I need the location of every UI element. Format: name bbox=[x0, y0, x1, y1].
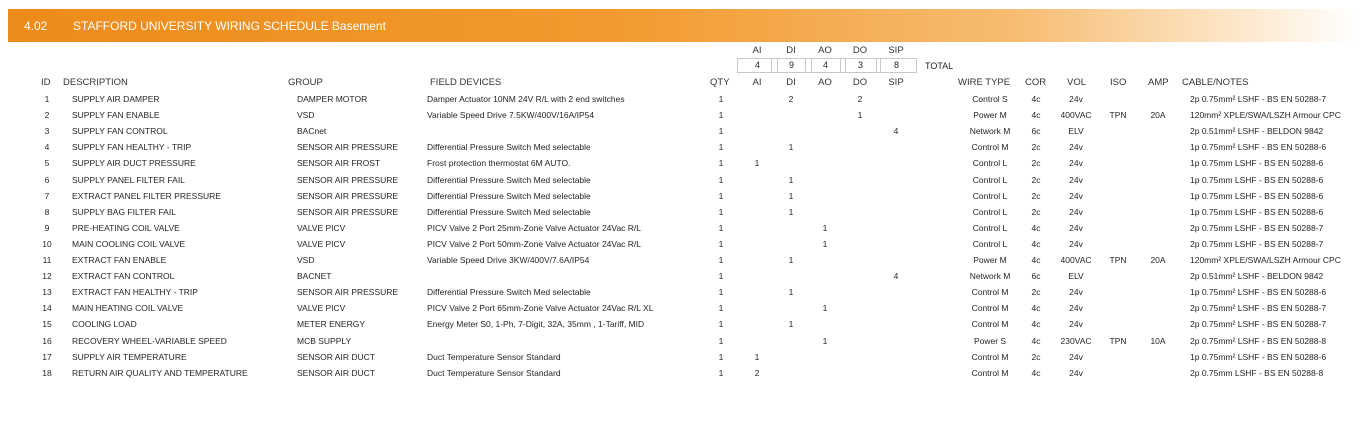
cell-vol: 24v bbox=[1069, 238, 1083, 249]
cell-group: VSD bbox=[297, 255, 315, 265]
cell-cor: 4c bbox=[1031, 319, 1041, 330]
cell-description: RECOVERY WHEEL-VARIABLE SPEED bbox=[72, 335, 227, 346]
cell-qty: 1 bbox=[718, 238, 724, 249]
cell-cor: 4c bbox=[1031, 303, 1041, 314]
cell-description: PRE-HEATING COIL VALVE bbox=[72, 222, 180, 233]
cell-id: 11 bbox=[42, 255, 52, 265]
cell-vol: 24v bbox=[1069, 319, 1083, 330]
cell-sip: 4 bbox=[893, 126, 899, 137]
cell-description: EXTRACT FAN ENABLE bbox=[72, 255, 167, 265]
cell-id: 6 bbox=[44, 174, 50, 185]
cell-cable: 1p 0.75mm LSHF - BS EN 50288-6 bbox=[1190, 174, 1324, 185]
cell-vol: 400VAC bbox=[1060, 255, 1092, 265]
cell-vol: 24v bbox=[1069, 351, 1083, 362]
table-row bbox=[0, 91, 1365, 107]
cell-group: VALVE PICV bbox=[297, 238, 346, 249]
cell-group: BACNET bbox=[297, 271, 332, 282]
cell-ao: 1 bbox=[822, 238, 828, 249]
cell-cor: 2c bbox=[1031, 287, 1041, 298]
cell-wire-type: Control M bbox=[971, 142, 1009, 153]
cell-group: SENSOR AIR DUCT bbox=[297, 351, 375, 362]
cell-field-devices: Differential Pressure Switch Med selectable bbox=[427, 142, 591, 153]
cell-description: EXTRACT PANEL FILTER PRESSURE bbox=[72, 190, 221, 201]
cell-field-devices: Differential Pressure Switch Med selectable bbox=[427, 174, 591, 185]
table-row bbox=[0, 349, 1365, 365]
cell-cable: 2p 0.75mm LSHF - BS EN 50288-7 bbox=[1190, 222, 1324, 233]
col-iso: ISO bbox=[1110, 77, 1127, 88]
table-row bbox=[0, 284, 1365, 300]
cell-cor: 4c bbox=[1031, 238, 1041, 249]
cell-wire-type: Power M bbox=[973, 110, 1007, 121]
cell-cor: 4c bbox=[1031, 94, 1041, 104]
cell-di: 1 bbox=[788, 206, 794, 217]
cell-id: 13 bbox=[42, 287, 52, 298]
cell-cable: 1p 0.75mm² LSHF - BS EN 50288-6 bbox=[1190, 142, 1327, 153]
table-row bbox=[0, 252, 1365, 268]
cell-description: SUPPLY BAG FILTER FAIL bbox=[72, 206, 176, 217]
cell-group: SENSOR AIR DUCT bbox=[297, 367, 375, 378]
cell-description: SUPPLY FAN CONTROL bbox=[72, 126, 168, 137]
cell-ai: 1 bbox=[754, 158, 760, 169]
cell-do: 2 bbox=[857, 94, 863, 104]
cell-id: 10 bbox=[42, 238, 52, 249]
cell-cor: 4c bbox=[1031, 367, 1041, 378]
table-row bbox=[0, 139, 1365, 155]
cell-wire-type: Control L bbox=[972, 222, 1008, 233]
table-row bbox=[0, 155, 1365, 171]
cell-vol: 400VAC bbox=[1060, 110, 1092, 121]
cell-id: 4 bbox=[44, 142, 50, 153]
col-do: DO bbox=[852, 77, 868, 88]
col-amp: AMP bbox=[1148, 77, 1169, 88]
cell-cor: 2c bbox=[1031, 206, 1041, 217]
cell-id: 17 bbox=[42, 351, 52, 362]
table-row bbox=[0, 107, 1365, 123]
table-row bbox=[0, 188, 1365, 204]
cell-field-devices: Differential Pressure Switch Med selectable bbox=[427, 287, 591, 298]
table-row bbox=[0, 204, 1365, 220]
cell-group: SENSOR AIR PRESSURE bbox=[297, 190, 399, 201]
total-sip-cell: 8 bbox=[876, 58, 917, 73]
cell-vol: 24v bbox=[1069, 158, 1083, 169]
cell-vol: 24v bbox=[1069, 142, 1083, 153]
cell-di: 1 bbox=[788, 142, 794, 153]
col-cor: COR bbox=[1025, 77, 1047, 88]
cell-ao: 1 bbox=[822, 335, 828, 346]
totals-header-ao: AO bbox=[818, 45, 832, 56]
cell-description: SUPPLY AIR DUCT PRESSURE bbox=[72, 158, 196, 169]
cell-cable: 1p 0.75mm² LSHF - BS EN 50288-6 bbox=[1190, 287, 1327, 298]
cell-description: EXTRACT FAN CONTROL bbox=[72, 271, 175, 282]
cell-id: 7 bbox=[44, 190, 50, 201]
cell-vol: 24v bbox=[1069, 94, 1083, 104]
totals-header-do: DO bbox=[852, 45, 868, 56]
cell-id: 15 bbox=[42, 319, 52, 330]
cell-group: VALVE PICV bbox=[297, 222, 346, 233]
cell-wire-type: Network M bbox=[969, 271, 1011, 282]
cell-wire-type: Power S bbox=[973, 335, 1007, 346]
cell-cor: 6c bbox=[1031, 126, 1041, 137]
cell-wire-type: Control L bbox=[972, 190, 1008, 201]
cell-cable: 1p 0.75mm² LSHF - BS EN 50288-6 bbox=[1190, 351, 1327, 362]
cell-field-devices: PICV Valve 2 Port 50mm-Zone Valve Actuator 24Vac R/L bbox=[427, 238, 642, 249]
cell-amp: 20A bbox=[1150, 255, 1166, 265]
cell-cable: 2p 0.51mm² LSHF - BELDON 9842 bbox=[1190, 271, 1324, 282]
cell-qty: 1 bbox=[718, 190, 724, 201]
cell-cor: 2c bbox=[1031, 190, 1041, 201]
cell-vol: 24v bbox=[1069, 303, 1083, 314]
cell-description: SUPPLY FAN HEALTHY - TRIP bbox=[72, 142, 192, 153]
col-ao: AO bbox=[818, 77, 832, 88]
cell-vol: ELV bbox=[1068, 126, 1084, 137]
cell-group: VSD bbox=[297, 110, 315, 121]
cell-qty: 1 bbox=[718, 271, 724, 282]
cell-sip: 4 bbox=[893, 271, 899, 282]
cell-id: 18 bbox=[42, 367, 52, 378]
cell-qty: 1 bbox=[718, 126, 724, 137]
table-row bbox=[0, 300, 1365, 316]
cell-wire-type: Control L bbox=[972, 174, 1008, 185]
cell-cor: 2c bbox=[1031, 174, 1041, 185]
cell-cor: 6c bbox=[1031, 271, 1041, 282]
cell-di: 1 bbox=[788, 319, 794, 330]
cell-id: 5 bbox=[44, 158, 50, 169]
cell-cor: 2c bbox=[1031, 158, 1041, 169]
cell-ao: 1 bbox=[822, 303, 828, 314]
table-row bbox=[0, 365, 1365, 381]
cell-cable: 2p 0.75mm LSHF - BS EN 50288-8 bbox=[1190, 367, 1324, 378]
cell-cable: 120mm² XPLE/SWA/LSZH Armour CPC bbox=[1190, 110, 1341, 121]
cell-qty: 1 bbox=[718, 110, 724, 121]
cell-id: 12 bbox=[42, 271, 52, 282]
cell-cable: 2p 0.75mm² LSHF - BS EN 50288-8 bbox=[1190, 335, 1327, 346]
cell-group: SENSOR AIR PRESSURE bbox=[297, 174, 399, 185]
cell-description: SUPPLY FAN ENABLE bbox=[72, 110, 160, 121]
col-group: GROUP bbox=[288, 77, 323, 88]
cell-qty: 1 bbox=[718, 319, 724, 330]
col-id: ID bbox=[41, 77, 51, 88]
cell-wire-type: Control L bbox=[972, 158, 1008, 169]
cell-field-devices: Duct Temperature Sensor Standard bbox=[427, 367, 561, 378]
col-vol: VOL bbox=[1067, 77, 1087, 88]
col-qty: QTY bbox=[710, 77, 730, 88]
cell-cable: 2p 0.51mm² LSHF - BELDON 9842 bbox=[1190, 126, 1324, 137]
cell-qty: 1 bbox=[718, 303, 724, 314]
cell-id: 8 bbox=[44, 206, 50, 217]
table-row bbox=[0, 220, 1365, 236]
cell-description: SUPPLY AIR DAMPER bbox=[72, 94, 160, 104]
cell-cable: 2p 0.75mm² LSHF - BS EN 50288-7 bbox=[1190, 94, 1327, 104]
col-field-devices: FIELD DEVICES bbox=[430, 77, 502, 88]
cell-group: VALVE PICV bbox=[297, 303, 346, 314]
cell-amp: 20A bbox=[1150, 110, 1166, 121]
cell-ai: 2 bbox=[754, 367, 760, 378]
cell-description: MAIN COOLING COIL VALVE bbox=[72, 238, 186, 249]
table-row bbox=[0, 123, 1365, 139]
cell-vol: 24v bbox=[1069, 222, 1083, 233]
table-row bbox=[0, 333, 1365, 349]
cell-cable: 1p 0.75mm LSHF - BS EN 50288-6 bbox=[1190, 206, 1324, 217]
cell-iso: TPN bbox=[1109, 255, 1127, 265]
cell-iso: TPN bbox=[1109, 335, 1127, 346]
section-number: 4.02 bbox=[24, 19, 48, 33]
table-row bbox=[0, 172, 1365, 188]
cell-group: BACnet bbox=[297, 126, 327, 137]
table-row bbox=[0, 236, 1365, 252]
cell-field-devices: Energy Meter S0, 1-Ph, 7-Digit, 32A, 35mm , 1-Tariff, MID bbox=[427, 319, 645, 330]
cell-cable: 2p 0.75mm² LSHF - BS EN 50288-7 bbox=[1190, 303, 1327, 314]
cell-description: SUPPLY PANEL FILTER FAIL bbox=[72, 174, 185, 185]
cell-group: SENSOR AIR PRESSURE bbox=[297, 287, 399, 298]
cell-wire-type: Control L bbox=[972, 206, 1008, 217]
cell-cor: 2c bbox=[1031, 142, 1041, 153]
cell-cor: 4c bbox=[1031, 255, 1041, 265]
cell-qty: 1 bbox=[718, 335, 724, 346]
cell-qty: 1 bbox=[718, 222, 724, 233]
cell-group: DAMPER MOTOR bbox=[297, 94, 368, 104]
cell-field-devices: Duct Temperature Sensor Standard bbox=[427, 351, 561, 362]
cell-id: 14 bbox=[42, 303, 52, 314]
cell-id: 3 bbox=[44, 126, 50, 137]
total-ao-cell: 4 bbox=[805, 58, 846, 73]
totals-header-ai: AI bbox=[752, 45, 762, 56]
cell-qty: 1 bbox=[718, 94, 724, 104]
cell-id: 2 bbox=[44, 110, 50, 121]
cell-id: 1 bbox=[44, 94, 50, 104]
col-description: DESCRIPTION bbox=[63, 77, 128, 88]
total-label: TOTAL bbox=[925, 61, 954, 71]
totals-header-sip: SIP bbox=[888, 45, 904, 56]
cell-description: MAIN HEATING COIL VALVE bbox=[72, 303, 184, 314]
col-wire-type: WIRE TYPE bbox=[958, 77, 1011, 88]
cell-wire-type: Control M bbox=[971, 287, 1009, 298]
cell-vol: 24v bbox=[1069, 367, 1083, 378]
cell-qty: 1 bbox=[718, 206, 724, 217]
cell-qty: 1 bbox=[718, 367, 724, 378]
cell-qty: 1 bbox=[718, 142, 724, 153]
cell-wire-type: Network M bbox=[969, 126, 1011, 137]
total-do-cell: 3 bbox=[840, 58, 881, 73]
cell-description: RETURN AIR QUALITY AND TEMPERATURE bbox=[72, 367, 248, 378]
cell-vol: 230VAC bbox=[1060, 335, 1092, 346]
cell-qty: 1 bbox=[718, 255, 724, 265]
col-ai: AI bbox=[752, 77, 762, 88]
cell-wire-type: Control M bbox=[971, 351, 1009, 362]
cell-ai: 1 bbox=[754, 351, 760, 362]
cell-field-devices: Variable Speed Drive 3KW/400V/7.6A/IP54 bbox=[427, 255, 590, 265]
cell-cable: 120mm² XPLE/SWA/LSZH Armour CPC bbox=[1190, 255, 1341, 265]
cell-wire-type: Control M bbox=[971, 367, 1009, 378]
cell-group: MCB SUPPLY bbox=[297, 335, 352, 346]
cell-wire-type: Control M bbox=[971, 319, 1009, 330]
cell-vol: ELV bbox=[1068, 271, 1084, 282]
cell-wire-type: Power M bbox=[973, 255, 1007, 265]
cell-qty: 1 bbox=[718, 287, 724, 298]
cell-di: 1 bbox=[788, 255, 794, 265]
col-sip: SIP bbox=[888, 77, 904, 88]
cell-qty: 1 bbox=[718, 351, 724, 362]
col-cable-notes: CABLE/NOTES bbox=[1182, 77, 1249, 88]
cell-do: 1 bbox=[857, 110, 863, 121]
cell-cable: 1p 0.75mm LSHF - BS EN 50288-6 bbox=[1190, 158, 1324, 169]
cell-field-devices: Differential Pressure Switch Med selectable bbox=[427, 190, 591, 201]
cell-di: 1 bbox=[788, 287, 794, 298]
cell-cor: 4c bbox=[1031, 110, 1041, 121]
cell-field-devices: Damper Actuator 10NM 24V R/L with 2 end switches bbox=[427, 94, 625, 104]
cell-group: METER ENERGY bbox=[297, 319, 366, 330]
cell-description: SUPPLY AIR TEMPERATURE bbox=[72, 351, 187, 362]
table-row bbox=[0, 268, 1365, 284]
total-di-cell: 9 bbox=[771, 58, 812, 73]
cell-id: 16 bbox=[42, 335, 52, 346]
cell-cor: 2c bbox=[1031, 351, 1041, 362]
totals-header-di: DI bbox=[786, 45, 796, 56]
cell-ao: 1 bbox=[822, 222, 828, 233]
cell-di: 2 bbox=[788, 94, 794, 104]
cell-amp: 10A bbox=[1150, 335, 1166, 346]
cell-wire-type: Control S bbox=[972, 94, 1008, 104]
cell-group: SENSOR AIR FROST bbox=[297, 158, 381, 169]
cell-cor: 4c bbox=[1031, 222, 1041, 233]
page-title: STAFFORD UNIVERSITY WIRING SCHEDULE Basement bbox=[73, 19, 386, 33]
cell-field-devices: Variable Speed Drive 7.5KW/400V/16A/IP54 bbox=[427, 110, 595, 121]
cell-wire-type: Control M bbox=[971, 303, 1009, 314]
cell-cable: 2p 0.75mm² LSHF - BS EN 50288-7 bbox=[1190, 319, 1327, 330]
cell-vol: 24v bbox=[1069, 287, 1083, 298]
total-ai-cell: 4 bbox=[737, 58, 778, 73]
cell-field-devices: PICV Valve 2 Port 65mm-Zone Valve Actuator 24Vac R/L XL bbox=[427, 303, 654, 314]
cell-field-devices: Differential Pressure Switch Med selectable bbox=[427, 206, 591, 217]
cell-field-devices: Frost protection thermostat 6M AUTO. bbox=[427, 158, 571, 169]
cell-group: SENSOR AIR PRESSURE bbox=[297, 206, 399, 217]
cell-vol: 24v bbox=[1069, 190, 1083, 201]
cell-id: 9 bbox=[44, 222, 50, 233]
cell-field-devices: PICV Valve 2 Port 25mm-Zone Valve Actuator 24Vac R/L bbox=[427, 222, 642, 233]
cell-qty: 1 bbox=[718, 174, 724, 185]
col-di: DI bbox=[786, 77, 796, 88]
cell-qty: 1 bbox=[718, 158, 724, 169]
cell-di: 1 bbox=[788, 190, 794, 201]
cell-iso: TPN bbox=[1109, 110, 1127, 121]
cell-di: 1 bbox=[788, 174, 794, 185]
cell-cable: 2p 0.75mm LSHF - BS EN 50288-7 bbox=[1190, 238, 1324, 249]
cell-description: COOLING LOAD bbox=[72, 319, 137, 330]
cell-cable: 1p 0.75mm LSHF - BS EN 50288-6 bbox=[1190, 190, 1324, 201]
title-banner bbox=[8, 9, 1357, 42]
cell-description: EXTRACT FAN HEALTHY - TRIP bbox=[72, 287, 198, 298]
cell-group: SENSOR AIR PRESSURE bbox=[297, 142, 399, 153]
cell-vol: 24v bbox=[1069, 206, 1083, 217]
table-row bbox=[0, 316, 1365, 332]
cell-vol: 24v bbox=[1069, 174, 1083, 185]
cell-cor: 4c bbox=[1031, 335, 1041, 346]
cell-wire-type: Control L bbox=[972, 238, 1008, 249]
